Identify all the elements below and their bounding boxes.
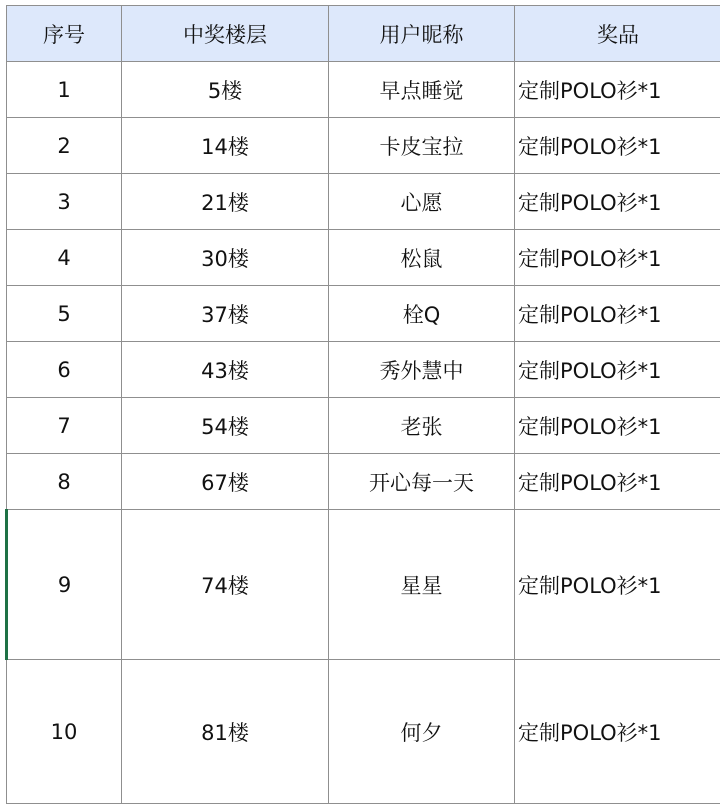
cell-floor[interactable]: 37楼 [122, 286, 329, 342]
table-row [7, 510, 720, 660]
winners-table [5, 5, 720, 804]
header-prize: 奖品 [515, 6, 720, 62]
cell-prize[interactable]: 定制POLO衫*1 [515, 510, 720, 660]
cell-nickname[interactable]: 老张 [329, 398, 515, 454]
header-index: 序号 [7, 6, 122, 62]
cell-nickname[interactable]: 心愿 [329, 174, 515, 230]
table-row [7, 660, 720, 804]
cell-nickname[interactable]: 开心每一天 [329, 454, 515, 510]
cell-prize[interactable]: 定制POLO衫*1 [515, 342, 720, 398]
cell-floor[interactable]: 43楼 [122, 342, 329, 398]
table-row [7, 342, 720, 398]
header-floor: 中奖楼层 [122, 6, 329, 62]
cell-prize[interactable]: 定制POLO衫*1 [515, 174, 720, 230]
table-row [7, 118, 720, 174]
cell-index[interactable]: 1 [7, 62, 122, 118]
cell-index[interactable]: 8 [7, 454, 122, 510]
header-row [7, 6, 720, 62]
cell-prize[interactable]: 定制POLO衫*1 [515, 454, 720, 510]
cell-nickname[interactable]: 星星 [329, 510, 515, 660]
cell-nickname[interactable]: 秀外慧中 [329, 342, 515, 398]
cell-prize[interactable]: 定制POLO衫*1 [515, 660, 720, 804]
cell-index[interactable]: 5 [7, 286, 122, 342]
cell-floor[interactable]: 74楼 [122, 510, 329, 660]
cell-prize[interactable]: 定制POLO衫*1 [515, 230, 720, 286]
cell-nickname[interactable]: 卡皮宝拉 [329, 118, 515, 174]
cell-prize[interactable]: 定制POLO衫*1 [515, 118, 720, 174]
cell-floor[interactable]: 54楼 [122, 398, 329, 454]
cell-index[interactable]: 6 [7, 342, 122, 398]
cell-nickname[interactable]: 松鼠 [329, 230, 515, 286]
cell-prize[interactable]: 定制POLO衫*1 [515, 398, 720, 454]
cell-floor[interactable]: 5楼 [122, 62, 329, 118]
cell-floor[interactable]: 21楼 [122, 174, 329, 230]
cell-index[interactable]: 9 [7, 510, 122, 660]
header-nickname: 用户昵称 [329, 6, 515, 62]
cell-index[interactable]: 2 [7, 118, 122, 174]
table-row [7, 454, 720, 510]
cell-index[interactable]: 7 [7, 398, 122, 454]
cell-floor[interactable]: 67楼 [122, 454, 329, 510]
table-row [7, 398, 720, 454]
cell-floor[interactable]: 30楼 [122, 230, 329, 286]
cell-index[interactable]: 4 [7, 230, 122, 286]
cell-index[interactable]: 3 [7, 174, 122, 230]
table-row [7, 174, 720, 230]
cell-nickname[interactable]: 何夕 [329, 660, 515, 804]
table-row [7, 62, 720, 118]
cell-prize[interactable]: 定制POLO衫*1 [515, 286, 720, 342]
cell-nickname[interactable]: 早点睡觉 [329, 62, 515, 118]
table-row [7, 230, 720, 286]
cell-floor[interactable]: 14楼 [122, 118, 329, 174]
cell-floor[interactable]: 81楼 [122, 660, 329, 804]
cell-index[interactable]: 10 [7, 660, 122, 804]
table-row [7, 286, 720, 342]
cell-prize[interactable]: 定制POLO衫*1 [515, 62, 720, 118]
cell-nickname[interactable]: 栓Q [329, 286, 515, 342]
